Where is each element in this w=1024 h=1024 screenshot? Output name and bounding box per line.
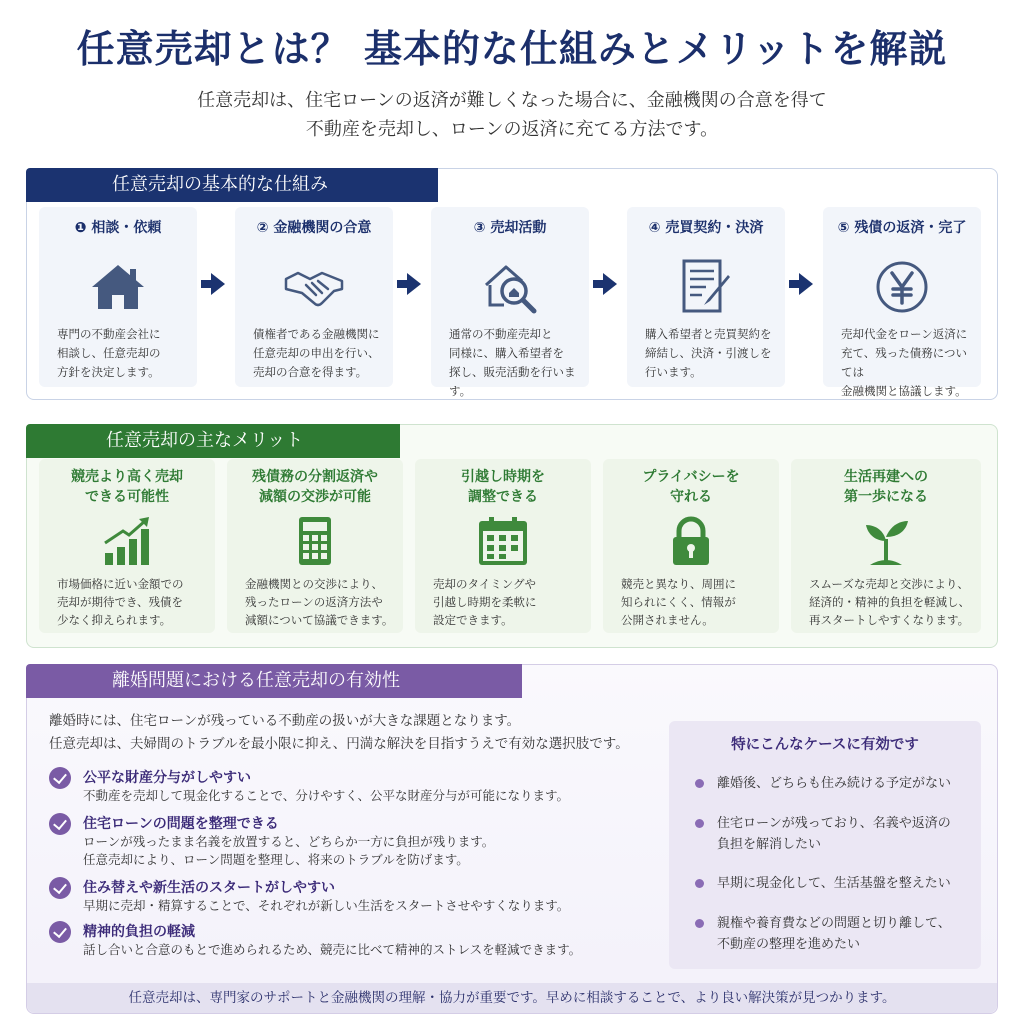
check-icon bbox=[49, 921, 71, 943]
growth-chart-icon bbox=[99, 513, 155, 569]
step-description: 通常の不動産売却と 同様に、購入希望者を 探し、販売活動を行います。 bbox=[449, 327, 576, 398]
arrow-icon bbox=[603, 273, 617, 295]
merit-title: 生活再建への 第一歩になる bbox=[844, 469, 928, 505]
intro-line-2: 任意売却は、夫婦間のトラブルを最小限に抑え、円満な解決を目指すうえで有効な選択肢です。 bbox=[49, 736, 629, 752]
arrow-icon bbox=[799, 273, 813, 295]
merit-card-5 bbox=[791, 459, 981, 633]
step-title: ② 金融機関の合意 bbox=[256, 220, 372, 236]
case-item: 親権や養育費などの問題と切り離して、 不動産の整理を進めたい bbox=[695, 913, 951, 955]
step-description: 専門の不動産会社に 相談し、任意売却の 方針を決定します。 bbox=[57, 327, 161, 379]
point-title: 公平な財産分与がしやすい bbox=[83, 770, 251, 786]
case-item: 住宅ローンが残っており、名義や返済の 負担を解消したい bbox=[695, 813, 951, 855]
merit-title: 引越し時期を 調整できる bbox=[461, 469, 545, 505]
divorce-section bbox=[26, 664, 998, 1014]
contract-icon bbox=[674, 255, 738, 319]
intro-line-1: 離婚時には、住宅ローンが残っている不動産の扱いが大きな課題となります。 bbox=[49, 713, 521, 729]
cases-heading: 特にこんなケースに有効です bbox=[731, 737, 919, 753]
yen-icon bbox=[870, 255, 934, 319]
point-description: 不動産を売却して現金化することで、分けやすく、公平な財産分与が可能になります。 bbox=[83, 788, 570, 803]
step-title: ④ 売買契約・決済 bbox=[648, 220, 764, 236]
footer-note: 任意売却は、専門家のサポートと金融機関の理解・協力が重要です。早めに相談することで、より良い解決策が見つかります。 bbox=[27, 983, 997, 1013]
check-icon bbox=[49, 813, 71, 835]
point-description: 早期に売却・精算することで、それぞれが新しい生活をスタートさせやすくなります。 bbox=[83, 898, 570, 913]
steps-section bbox=[26, 168, 998, 400]
merit-description: 競売と異なり、周囲に 知られにくく、情報が 公開されません。 bbox=[621, 577, 736, 627]
handshake-icon bbox=[282, 255, 346, 319]
case-item: 離婚後、どちらも住み続ける予定がない bbox=[695, 773, 951, 794]
point-title: 住宅ローンの問題を整理できる bbox=[83, 816, 279, 832]
step-title: ⑤ 残債の返済・完了 bbox=[837, 220, 967, 236]
merit-card-4 bbox=[603, 459, 779, 633]
house-icon bbox=[86, 255, 150, 319]
calendar-icon bbox=[475, 513, 531, 569]
merit-title: 競売より高く売却 できる可能性 bbox=[71, 469, 183, 505]
lead-line-1: 任意売却は、住宅ローンの返済が難しくなった場合に、金融機関の合意を得て bbox=[197, 90, 827, 111]
merit-card-3 bbox=[415, 459, 591, 633]
lock-icon bbox=[663, 513, 719, 569]
step-card-5 bbox=[823, 207, 981, 398]
merit-card-1 bbox=[39, 459, 215, 633]
merit-description: スムーズな売却と交渉により、 経済的・精神的負担を軽減し、 再スタートしやすくなります。 bbox=[809, 577, 970, 627]
step-card-2 bbox=[235, 207, 393, 387]
point-description: ローンが残ったまま名義を放置すると、どちらか一方に負担が残ります。 任意売却により、ローン問題を整理し、将来のトラブルを防げます。 bbox=[83, 834, 495, 867]
point-title: 精神的負担の軽減 bbox=[83, 924, 195, 940]
step-title: ③ 売却活動 bbox=[473, 220, 547, 236]
step-description: 購入希望者と売買契約を 締結し、決済・引渡しを 行います。 bbox=[645, 327, 772, 379]
step-card-1 bbox=[39, 207, 197, 387]
arrow-icon bbox=[211, 273, 225, 295]
merit-title: 残債務の分割返済や 減額の交渉が可能 bbox=[252, 469, 378, 505]
merits-heading: 任意売却の主なメリット bbox=[26, 424, 400, 458]
merit-title: プライバシーを 守れる bbox=[642, 469, 740, 505]
point-title: 住み替えや新生活のスタートがしやすい bbox=[83, 880, 335, 896]
lead-line-2: 不動産を売却し、ローンの返済に充てる方法です。 bbox=[305, 119, 719, 140]
house-search-icon bbox=[478, 255, 542, 319]
sprout-icon bbox=[858, 513, 914, 569]
step-card-3 bbox=[431, 207, 589, 398]
merit-description: 市場価格に近い金額での 売却が期待でき、残債を 少なく抑えられます。 bbox=[57, 577, 184, 627]
step-card-4 bbox=[627, 207, 785, 387]
check-icon bbox=[49, 767, 71, 789]
merit-description: 金融機関との交渉により、 残ったローンの返済方法や 減額について協議できます。 bbox=[245, 577, 394, 627]
case-item: 早期に現金化して、生活基盤を整えたい bbox=[695, 873, 951, 894]
page-title: 任意売却とは？ 基本的な仕組みとメリットを解説 bbox=[76, 26, 948, 71]
step-description: 債権者である金融機関に 任意売却の申出を行い、 売却の合意を得ます。 bbox=[253, 327, 380, 379]
steps-heading: 任意売却の基本的な仕組み bbox=[26, 168, 438, 202]
arrow-icon bbox=[407, 273, 421, 295]
effective-cases-box bbox=[669, 721, 981, 969]
check-icon bbox=[49, 877, 71, 899]
divorce-heading: 離婚問題における任意売却の有効性 bbox=[26, 664, 522, 698]
calculator-icon bbox=[287, 513, 343, 569]
point-description: 話し合いと合意のもとで進められるため、競売に比べて精神的ストレスを軽減できます。 bbox=[83, 942, 582, 957]
step-title: ❶ 相談・依頼 bbox=[74, 220, 162, 236]
merit-card-2 bbox=[227, 459, 403, 633]
step-description: 売却代金をローン返済に 充て、残った債務については 金融機関と協議します。 bbox=[841, 327, 968, 398]
merits-section bbox=[26, 424, 998, 648]
merit-description: 売却のタイミングや 引越し時期を柔軟に 設定できます。 bbox=[433, 577, 537, 627]
